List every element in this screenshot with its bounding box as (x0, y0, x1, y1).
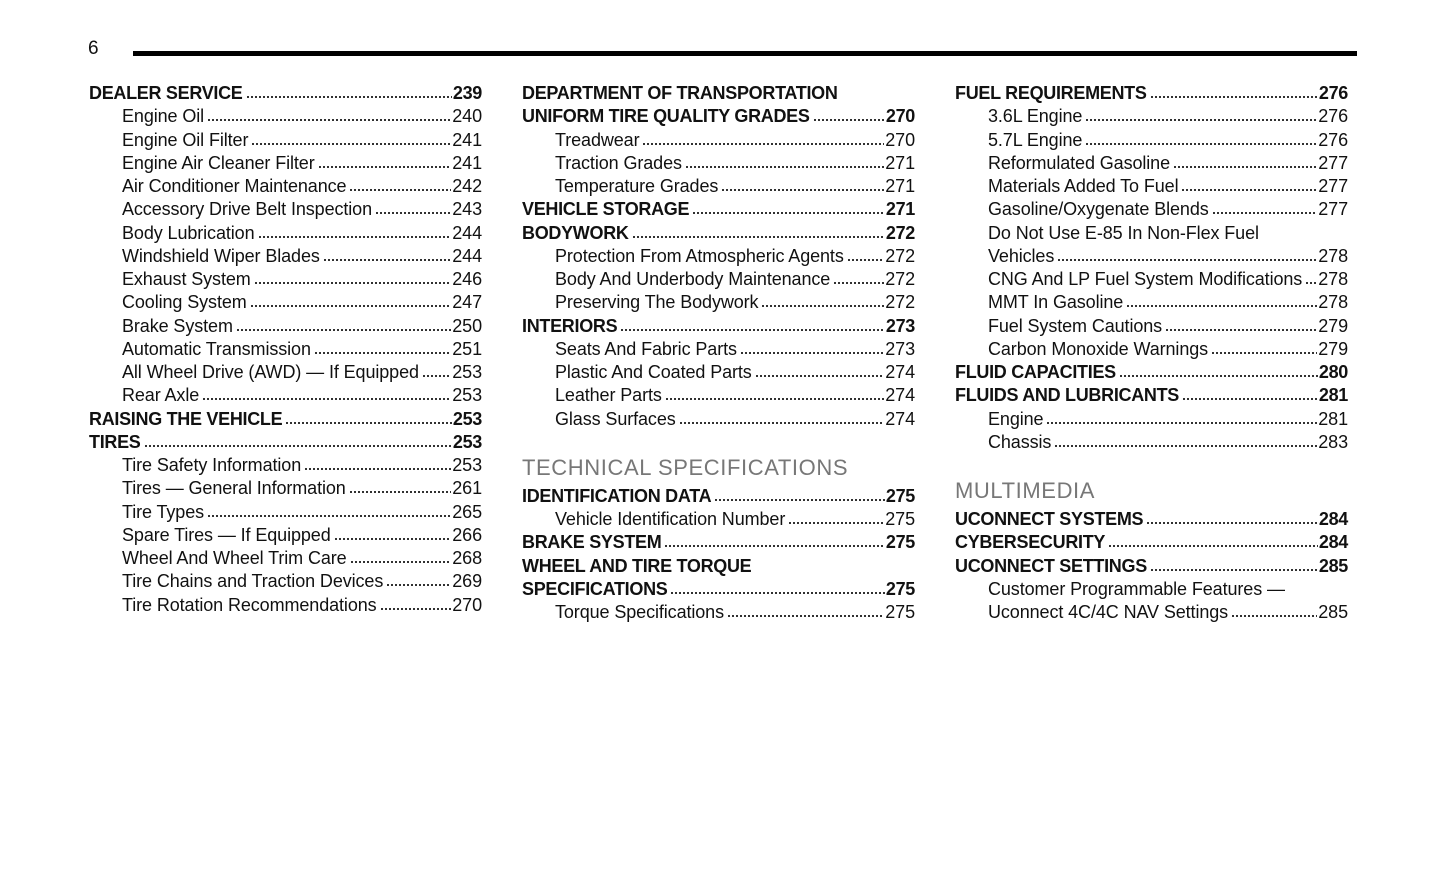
toc-entry[interactable] (522, 222, 915, 245)
dot-leader (375, 209, 451, 215)
toc-entry[interactable] (522, 245, 915, 268)
toc-entry-page: 275 (885, 532, 915, 553)
toc-entry-title: Accessory Drive Belt Inspection (122, 199, 372, 220)
toc-entry-title: Fuel System Cautions (988, 315, 1163, 336)
dot-leader (1085, 140, 1317, 146)
toc-column-2 (522, 82, 915, 624)
toc-entry[interactable] (522, 315, 915, 338)
toc-entry-page: 284 (1318, 509, 1348, 529)
toc-entry[interactable] (522, 129, 915, 152)
dot-leader (250, 302, 452, 308)
toc-entry-page: 274 (885, 408, 915, 429)
dot-leader (721, 186, 884, 192)
toc-entry-page: 253 (452, 431, 482, 452)
dot-leader (664, 542, 884, 548)
toc-entry-title: Reformulated Gasoline (988, 152, 1170, 173)
dot-leader (334, 535, 452, 541)
toc-entry-title: 5.7L Engine (988, 129, 1083, 150)
toc-entry-page: 276 (1318, 106, 1348, 127)
dot-leader (318, 163, 452, 169)
dot-leader (422, 372, 451, 378)
toc-entry[interactable] (89, 408, 482, 431)
dot-leader (380, 605, 452, 611)
dot-leader (670, 589, 884, 595)
toc-entry-title: CNG And LP Fuel System Modifications (988, 269, 1303, 289)
toc-entry[interactable] (955, 384, 1348, 407)
dot-leader (246, 93, 452, 99)
dot-leader (665, 395, 885, 401)
header-rule (133, 51, 1357, 56)
toc-entry-title: 3.6L Engine (988, 106, 1083, 127)
dot-leader (386, 581, 451, 587)
toc-entry-page: 270 (885, 106, 915, 127)
toc-entry-title: Cooling System (122, 292, 247, 313)
toc-entry-page: 279 (1318, 338, 1348, 359)
toc-entry[interactable] (955, 531, 1348, 554)
dot-leader (1211, 349, 1317, 355)
toc-entry-title: Tire Rotation Recommendations (122, 594, 377, 615)
toc-entry-title: Protection From Atmospheric Agents (555, 245, 844, 266)
toc-entry-page: 273 (885, 315, 915, 336)
dot-leader (144, 442, 452, 448)
toc-entry[interactable] (522, 291, 915, 314)
toc-entry-page: 241 (452, 129, 482, 150)
dot-leader (350, 558, 452, 564)
toc-entry[interactable] (955, 408, 1348, 431)
dot-leader (1046, 419, 1317, 425)
toc-entry-title: Plastic And Coated Parts (555, 362, 752, 382)
toc-entry-page: 277 (1318, 199, 1348, 220)
toc-entry-title: Wheel And Wheel Trim Care (122, 548, 347, 568)
toc-entry-title: Carbon Monoxide Warnings (988, 338, 1209, 359)
toc-entry-page: 278 (1318, 292, 1348, 313)
dot-leader (323, 256, 451, 262)
toc-entry-title: Uconnect 4C/4C NAV Settings (988, 602, 1229, 622)
toc-entry-page: 265 (452, 501, 482, 522)
toc-entry-page: 278 (1318, 245, 1348, 266)
toc-entry-page: 271 (885, 176, 915, 196)
toc-entry[interactable] (89, 547, 482, 570)
toc-entry-title: Tire Safety Information (122, 455, 302, 475)
toc-entry-page: 272 (885, 292, 915, 313)
dot-leader (813, 116, 885, 122)
toc-entry[interactable] (522, 361, 915, 384)
dot-leader (258, 233, 452, 239)
dot-leader (1085, 116, 1317, 122)
toc-entry-title: Vehicles (988, 245, 1055, 266)
toc-entry[interactable] (955, 245, 1348, 268)
toc-entry-title: Leather Parts (555, 385, 662, 406)
dot-leader (788, 519, 884, 525)
dot-leader (847, 256, 885, 262)
toc-entry-page: 278 (1318, 269, 1348, 289)
toc-entry[interactable] (955, 82, 1348, 105)
toc-entry-title: Body And Underbody Maintenance (555, 269, 831, 289)
toc-entry-title: INTERIORS (522, 315, 618, 336)
toc-entry[interactable] (522, 531, 915, 554)
toc-entry-title: Automatic Transmission (122, 338, 311, 359)
toc-entry[interactable] (522, 384, 915, 407)
toc-entry-title: Tires — General Information (122, 478, 346, 499)
toc-entry-page: 283 (1318, 431, 1348, 452)
dot-leader (632, 233, 885, 239)
toc-entry[interactable] (89, 361, 482, 384)
toc-entry-title: Torque Specifications (555, 602, 724, 622)
toc-entry-title: TIRES (89, 431, 141, 452)
toc-entry-wrap-line[interactable] (522, 82, 915, 105)
toc-entry[interactable] (955, 338, 1348, 361)
toc-entry[interactable] (89, 338, 482, 361)
toc-entry-page: 242 (452, 176, 482, 196)
toc-entry-page: 266 (452, 524, 482, 545)
toc-entry-page: 269 (452, 571, 482, 592)
toc-entry-title: IDENTIFICATION DATA (522, 485, 712, 506)
dot-leader (1181, 186, 1317, 192)
dot-leader (251, 140, 451, 146)
toc-entry-page: 253 (452, 385, 482, 406)
dot-leader (349, 186, 451, 192)
toc-entry[interactable] (522, 198, 915, 221)
toc-entry-title: UCONNECT SYSTEMS (955, 509, 1144, 529)
toc-entry-title-line1: WHEEL AND TIRE TORQUE (522, 555, 752, 576)
toc-entry[interactable] (522, 338, 915, 361)
toc-entry-title: FUEL REQUIREMENTS (955, 83, 1147, 103)
toc-entry[interactable] (89, 501, 482, 524)
dot-leader (1231, 612, 1317, 618)
toc-entry-wrap-line[interactable] (955, 578, 1348, 601)
dot-leader (202, 395, 451, 401)
dot-leader (1108, 542, 1318, 548)
toc-entry[interactable] (89, 431, 482, 454)
toc-entry[interactable] (955, 315, 1348, 338)
toc-entry-page: 272 (885, 245, 915, 266)
toc-entry-page: 277 (1318, 152, 1348, 173)
toc-entry-wrap-line[interactable] (955, 222, 1348, 245)
dot-leader (314, 349, 451, 355)
toc-entry-page: 275 (885, 485, 915, 506)
toc-entry[interactable] (89, 82, 482, 105)
toc-entry-page: 274 (885, 385, 915, 406)
toc-entry-title: UCONNECT SETTINGS (955, 555, 1147, 576)
toc-entry[interactable] (955, 268, 1348, 291)
dot-leader (1057, 256, 1317, 262)
dot-leader (1212, 209, 1318, 215)
dot-leader (1150, 93, 1318, 99)
toc-entry[interactable] (955, 431, 1348, 454)
dot-leader (727, 612, 884, 618)
toc-entry-page: 251 (452, 338, 482, 359)
toc-entry[interactable] (522, 508, 915, 531)
dot-leader (740, 349, 884, 355)
toc-entry-title: BRAKE SYSTEM (522, 532, 662, 553)
dot-leader (642, 140, 884, 146)
section-heading: MULTIMEDIA (955, 478, 1096, 503)
toc-entry-page: 253 (452, 408, 482, 429)
toc-entry[interactable] (955, 152, 1348, 175)
toc-entry-title: Engine (988, 408, 1044, 429)
toc-entry-page: 253 (452, 455, 482, 475)
dot-leader (349, 488, 452, 494)
dot-leader (304, 465, 451, 471)
toc-entry-title: Temperature Grades (555, 176, 719, 196)
toc-entry-title: Exhaust System (122, 269, 251, 289)
toc-entry[interactable] (522, 175, 915, 198)
toc-entry-page: 275 (885, 578, 915, 599)
dot-leader (1150, 566, 1318, 572)
toc-entry-page: 274 (885, 362, 915, 382)
dot-leader (620, 326, 885, 332)
toc-entry-title: Vehicle Identification Number (555, 509, 786, 529)
toc-entry-page: 273 (885, 338, 915, 359)
toc-entry-page: 275 (885, 602, 915, 622)
toc-entry[interactable] (89, 315, 482, 338)
dot-leader (1165, 326, 1317, 332)
toc-entry-page: 244 (452, 245, 482, 266)
dot-leader (1182, 395, 1318, 401)
toc-entry[interactable] (955, 198, 1348, 221)
dot-leader (1146, 519, 1318, 525)
toc-entry-page: 281 (1318, 385, 1348, 406)
toc-entry-title: Tire Chains and Traction Devices (122, 571, 384, 592)
toc-entry[interactable] (955, 105, 1348, 128)
toc-entry-title: Preserving The Bodywork (555, 292, 759, 313)
toc-entry-wrap-line[interactable] (522, 555, 915, 578)
toc-entry-page: 240 (452, 106, 482, 127)
toc-entry[interactable] (89, 384, 482, 407)
toc-entry[interactable] (89, 594, 482, 617)
toc-entry-title-line1: DEPARTMENT OF TRANSPORTATION (522, 83, 838, 103)
toc-entry[interactable] (89, 245, 482, 268)
toc-entry-page: 275 (885, 509, 915, 529)
dot-leader (1305, 279, 1317, 285)
toc-entry-title: Engine Air Cleaner Filter (122, 152, 315, 173)
toc-entry[interactable] (522, 268, 915, 291)
toc-entry[interactable] (89, 268, 482, 291)
dot-leader (1173, 163, 1317, 169)
toc-entry-page: 270 (452, 594, 482, 615)
toc-entry[interactable] (955, 129, 1348, 152)
toc-entry-title: Traction Grades (555, 152, 682, 173)
toc-entry[interactable] (522, 152, 915, 175)
toc-entry-title: Materials Added To Fuel (988, 176, 1179, 196)
toc-entry-title: All Wheel Drive (AWD) — If Equipped (122, 362, 419, 382)
toc-entry-page: 271 (885, 152, 915, 173)
toc-entry[interactable] (522, 408, 915, 431)
toc-entry-title: UNIFORM TIRE QUALITY GRADES (522, 106, 810, 127)
toc-entry-page: 272 (885, 222, 915, 243)
toc-entry-title: Brake System (122, 315, 233, 336)
dot-leader (685, 163, 884, 169)
toc-entry-title: RAISING THE VEHICLE (89, 408, 283, 429)
dot-leader (285, 419, 452, 425)
toc-entry-page: 271 (885, 199, 915, 220)
dot-leader (679, 419, 885, 425)
toc-entry-page: 270 (885, 129, 915, 150)
toc-entry[interactable] (955, 291, 1348, 314)
page-number: 6 (88, 38, 99, 59)
dot-leader (236, 326, 451, 332)
toc-entry-title: Windshield Wiper Blades (122, 245, 320, 266)
toc-entry[interactable] (522, 601, 915, 624)
toc-entry-title: Engine Oil Filter (122, 129, 249, 150)
toc-entry[interactable] (89, 175, 482, 198)
toc-entry-page: 253 (452, 362, 482, 382)
toc-entry-title: Gasoline/Oxygenate Blends (988, 199, 1209, 220)
toc-entry[interactable] (522, 105, 915, 128)
toc-entry[interactable] (955, 508, 1348, 531)
toc-entry-title: VEHICLE STORAGE (522, 199, 690, 220)
dot-leader (1119, 372, 1318, 378)
toc-entry-page: 285 (1318, 602, 1348, 622)
toc-entry[interactable] (522, 485, 915, 508)
dot-leader (207, 116, 451, 122)
toc-entry-title: FLUID CAPACITIES (955, 362, 1116, 382)
toc-entry-title-line1: Customer Programmable Features — (988, 578, 1285, 599)
toc-entry-page: 246 (452, 269, 482, 289)
toc-entry-title: Tire Types (122, 501, 205, 522)
toc-entry-title: Air Conditioner Maintenance (122, 176, 347, 196)
toc-entry-title: CYBERSECURITY (955, 532, 1106, 553)
toc-entry-title: Seats And Fabric Parts (555, 338, 737, 359)
toc-entry-page: 277 (1318, 176, 1348, 196)
toc-entry-page: 276 (1318, 129, 1348, 150)
toc-entry-page: 285 (1318, 555, 1348, 576)
dot-leader (254, 279, 452, 285)
toc-entry[interactable] (89, 129, 482, 152)
toc-entry-page: 244 (452, 222, 482, 243)
toc-entry-page: 241 (452, 152, 482, 173)
toc-entry-title: Spare Tires — If Equipped (122, 524, 331, 545)
toc-entry-title: Glass Surfaces (555, 408, 676, 429)
dot-leader (1126, 302, 1317, 308)
toc-entry-title: BODYWORK (522, 222, 629, 243)
toc-entry-title: MMT In Gasoline (988, 292, 1124, 313)
toc-entry[interactable] (89, 105, 482, 128)
toc-entry[interactable] (89, 570, 482, 593)
toc-column-3 (955, 82, 1348, 624)
toc-entry[interactable] (89, 454, 482, 477)
toc-entry-title: Chassis (988, 431, 1052, 452)
toc-entry-title: DEALER SERVICE (89, 83, 243, 103)
toc-entry[interactable] (955, 601, 1348, 624)
toc-entry[interactable] (89, 222, 482, 245)
toc-entry-page: 243 (452, 199, 482, 220)
dot-leader (692, 209, 885, 215)
toc-entry[interactable] (955, 175, 1348, 198)
toc-entry-page: 280 (1318, 362, 1348, 382)
toc-column-1 (89, 82, 482, 617)
dot-leader (207, 512, 451, 518)
toc-entry-page: 239 (452, 83, 482, 103)
toc-entry-title: Body Lubrication (122, 222, 255, 243)
dot-leader (1054, 442, 1317, 448)
toc-entry-page: 268 (452, 548, 482, 568)
toc-entry-title-line1: Do Not Use E-85 In Non-Flex Fuel (988, 222, 1259, 243)
toc-entry-page: 279 (1318, 315, 1348, 336)
dot-leader (714, 496, 885, 502)
toc-entry[interactable] (955, 361, 1348, 384)
toc-entry[interactable] (522, 578, 915, 601)
toc-entry-title: Treadwear (555, 129, 640, 150)
section-heading: TECHNICAL SPECIFICATIONS (522, 454, 849, 480)
toc-entry-page: 250 (452, 315, 482, 336)
toc-entry-page: 281 (1318, 408, 1348, 429)
toc-entry-page: 272 (885, 269, 915, 289)
toc-entry[interactable] (955, 555, 1348, 578)
dot-leader (755, 372, 885, 378)
toc-entry-page: 284 (1318, 532, 1348, 553)
toc-entry-title: Engine Oil (122, 106, 205, 127)
toc-entry-page: 247 (452, 292, 482, 313)
toc-entry[interactable] (89, 477, 482, 500)
dot-leader (761, 302, 884, 308)
toc-entry-title: Rear Axle (122, 385, 200, 406)
toc-entry[interactable] (89, 524, 482, 547)
toc-entry-page: 261 (452, 478, 482, 499)
toc-entry-title: FLUIDS AND LUBRICANTS (955, 385, 1180, 406)
toc-entry[interactable] (89, 198, 482, 221)
toc-entry[interactable] (89, 152, 482, 175)
toc-entry-title: SPECIFICATIONS (522, 578, 668, 599)
toc-entry-page: 276 (1318, 83, 1348, 103)
dot-leader (833, 279, 884, 285)
toc-entry[interactable] (89, 291, 482, 314)
